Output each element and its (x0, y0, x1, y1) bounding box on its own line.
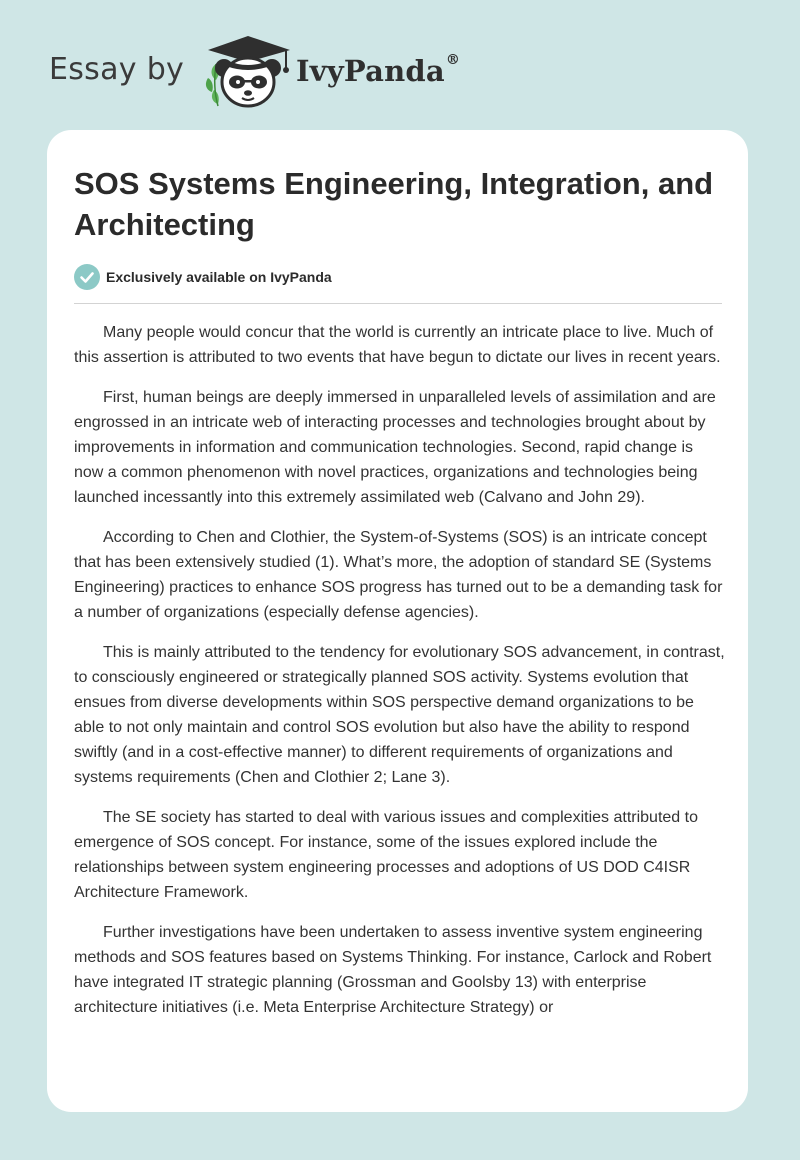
title-divider (74, 303, 722, 304)
article-card (47, 130, 748, 1112)
brand-logo-text[interactable] (296, 54, 460, 88)
paragraph: This is mainly attributed to the tendency for evolutionary SOS advancement, in contrast, to consciously engineered or strategically planned SOS activity. Systems evolution that ensues from diverse developments within SOS perspective demand organizations to be able to not only maintain and control SOS evolution but also have the ability to respond swiftly (and in a cost-effective manner) to different requirements of organizations and systems requirements (Chen and Clothier 2; Lane 3). (74, 644, 725, 786)
paragraph: According to Chen and Clothier, the System-of-Systems (SOS) is an intricate concept that has been extensively studied (1). What’s more, the adoption of standard SE (Systems Engineering) practices to enhance SOS progress has turned out to be a demanding task for a number of organizations (especially defense agencies). (74, 529, 723, 621)
paragraph: Further investigations have been undertaken to assess inventive system engineering methods and SOS features based on Systems Thinking. For instance, Carlock and Robert have integrated IT strategic planning (Grossman and Goolsby 13) with enterprise architecture initiatives (i.e. Meta Enterprise Architecture Strategy) or (74, 924, 712, 1016)
badge-label: Exclusively available on IvyPanda (106, 269, 332, 285)
panda-graduate-logo-icon[interactable] (202, 34, 294, 110)
essay-by-label: Essay by (49, 52, 185, 87)
paragraph: The SE society has started to deal with various issues and complexities attributed to emergence of SOS concept. For instance, some of the issues explored include the relationships between system engineering processes and adoptions of US DOD C4ISR Architecture Framework. (74, 809, 698, 901)
brand-name: IvyPanda (296, 54, 445, 88)
paragraph: First, human beings are deeply immersed in unparalleled levels of assimilation and are engrossed in an intricate web of interacting processes and technologies brought about by improvements in information and communication technologies. Second, rapid change is now a common phenomenon with novel practices, organizations and technologies being launched incessantly into this extremely assimilated web (Calvano and John 29). (74, 389, 716, 506)
paragraph: Many people would concur that the world is currently an intricate place to live. Much of this assertion is attributed to two events that have begun to dictate our lives in recent years. (74, 324, 721, 366)
article-body (74, 320, 725, 1035)
page-title: SOS Systems Engineering, Integration, and Architecting (74, 166, 714, 242)
site-header (0, 0, 800, 130)
registered-mark: ® (445, 52, 461, 68)
check-circle-icon (74, 264, 100, 290)
exclusive-badge (74, 264, 332, 290)
